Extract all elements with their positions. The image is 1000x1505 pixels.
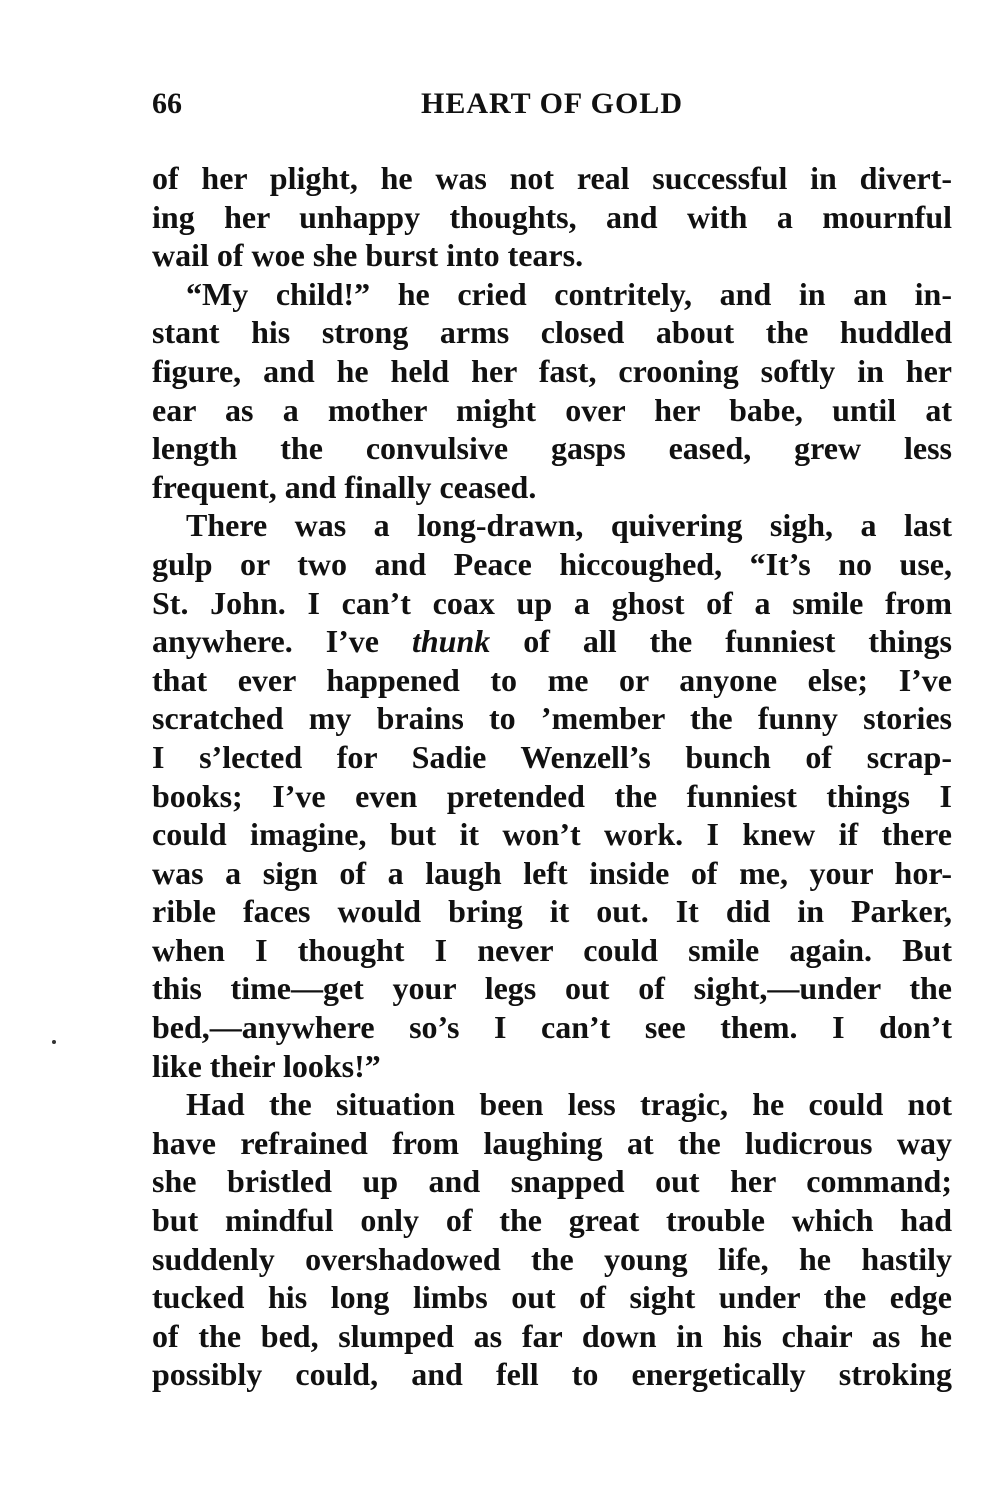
text-line: ing her unhappy thoughts, and with a mournful	[152, 198, 952, 235]
text-line: “My child!” he cried contritely, and in an in-	[186, 275, 952, 312]
text-line: ear as a mother might over her babe, until at	[152, 391, 952, 428]
text-line: tucked his long limbs out of sight under the edge	[152, 1279, 952, 1316]
text-line: when I thought I never could smile again. But	[152, 931, 952, 968]
text-line: have refrained from laughing at the ludicrous way	[152, 1124, 952, 1161]
text-line: could imagine, but it won’t work. I knew if there	[152, 816, 952, 853]
text-segment: anywhere. I’ve	[152, 623, 412, 660]
text-line: wail of woe she burst into tears.	[152, 237, 584, 274]
text-line: gulp or two and Peace hiccoughed, “It’s no use,	[152, 545, 952, 582]
italic-word: thunk	[411, 623, 491, 660]
text-line: this time—get your legs out of sight,—under the	[152, 970, 952, 1007]
text-line: St. John. I can’t coax up a ghost of a smile from	[152, 584, 952, 621]
text-line: possibly could, and fell to energetically stroking	[152, 1356, 952, 1393]
text-line: There was a long-drawn, quivering sigh, a last	[186, 507, 952, 544]
running-title: HEART OF GOLD	[421, 87, 683, 120]
text-line: scratched my brains to ’member the funny stories	[152, 700, 952, 737]
text-line: of her plight, he was not real successful in divert-	[152, 160, 952, 196]
text-line: frequent, and finally ceased.	[152, 468, 537, 505]
page-number: 66	[152, 87, 182, 120]
body-text	[152, 159, 952, 1394]
text-line: rible faces would bring it out. It did in Parker,	[152, 893, 952, 930]
text-line: like their looks!”	[152, 1047, 381, 1084]
text-line: books; I’ve even pretended the funniest things I	[152, 777, 952, 814]
page-header	[152, 84, 952, 124]
text-line: Had the situation been less tragic, he could not	[186, 1086, 952, 1123]
text-segment: of all the funniest things	[490, 623, 952, 660]
text-line: stant his strong arms closed about the huddled	[152, 314, 952, 351]
text-line: figure, and he held her fast, crooning softly in her	[152, 352, 952, 389]
text-line: she bristled up and snapped out her command;	[152, 1163, 952, 1200]
ink-speck	[52, 1040, 56, 1044]
text-line: was a sign of a laugh left inside of me, your hor-	[152, 854, 952, 891]
text-line: that ever happened to me or anyone else; I’ve	[152, 661, 952, 698]
text-line	[152, 622, 952, 661]
text-line: length the convulsive gasps eased, grew less	[152, 430, 952, 467]
text-line: I s’lected for Sadie Wenzell’s bunch of scrap-	[152, 738, 952, 775]
text-line: bed,—anywhere so’s I can’t see them. I don’t	[152, 1009, 952, 1046]
text-line: of the bed, slumped as far down in his chair as he	[152, 1317, 952, 1354]
text-line: but mindful only of the great trouble which had	[152, 1202, 952, 1239]
text-line: suddenly overshadowed the young life, he hastily	[152, 1240, 952, 1277]
